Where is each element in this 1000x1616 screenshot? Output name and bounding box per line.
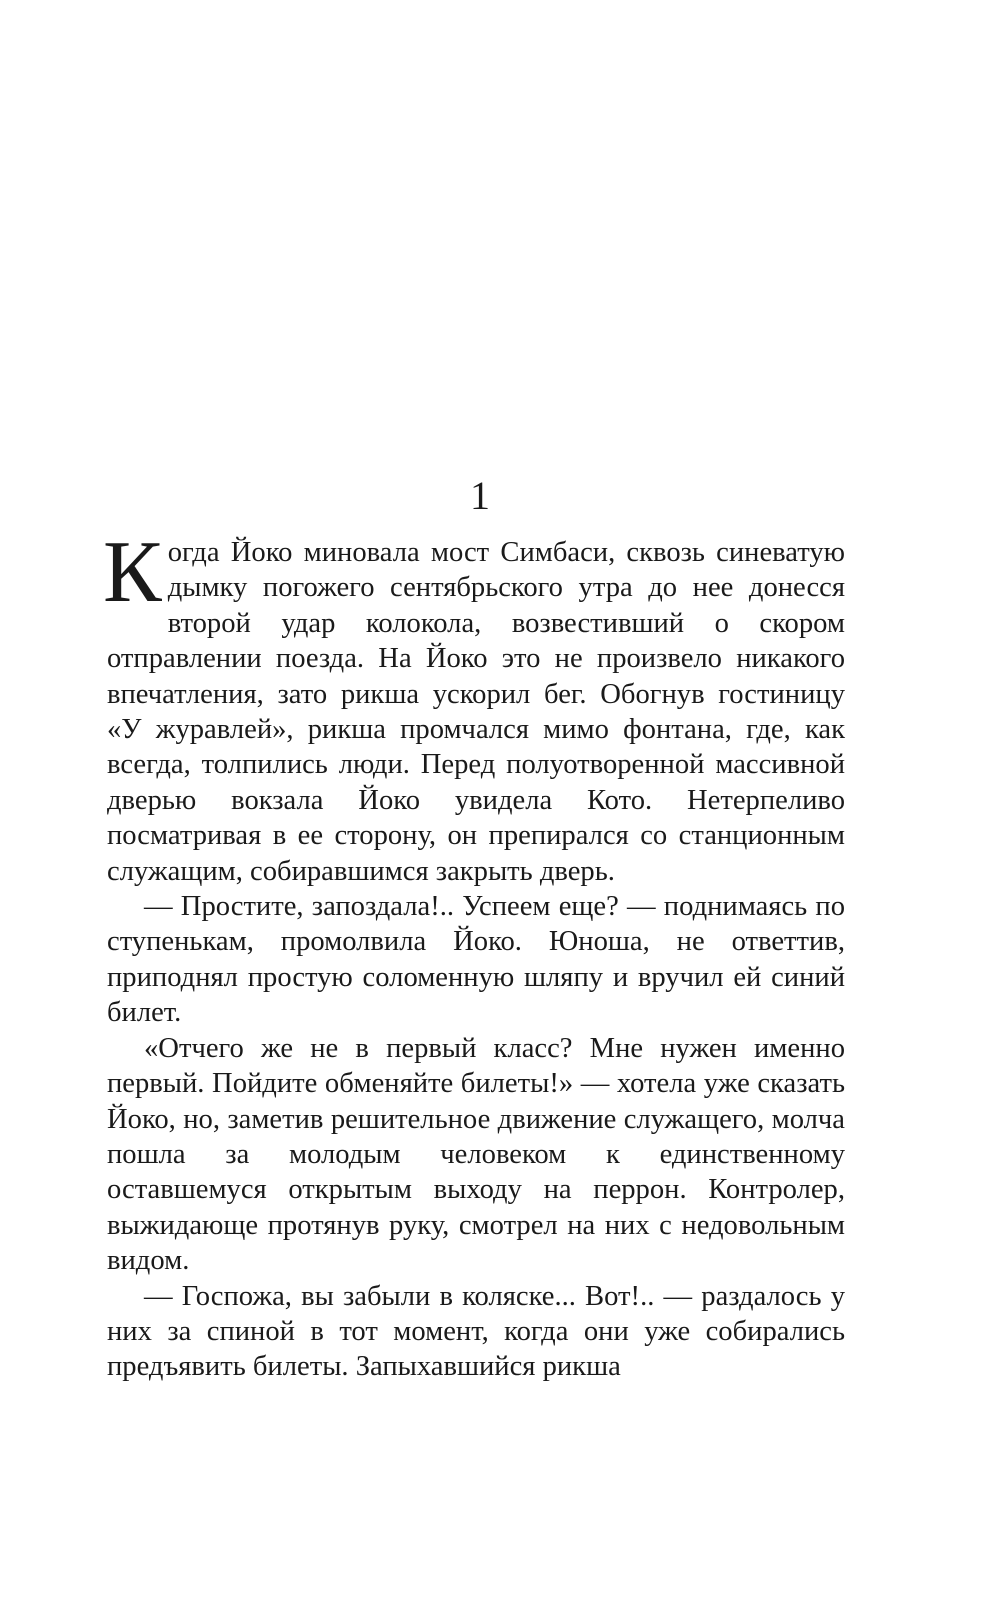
chapter-number: 1 [470, 473, 490, 518]
paragraph-3 [107, 1031, 845, 1279]
paragraph-2 [107, 889, 845, 1031]
paragraph-text: — Госпожа, вы забыли в коляске... Вот!.. — раздалось у них за спиной в тот момент, когда они уже собирались предъявить билеты. Запыхавшийся рикша [107, 1280, 845, 1383]
paragraph-text: «Отчего же не в первый класс? Мне нужен именно первый. Пойдите обменяйте билеты!» — хотела уже сказать Йоко, но, заметив решительное движение служащего, молча пошла за молодым человеком к единственному оставшемуся открытым выходу на перрон. Контролер, выжидающе протянув руку, смотрел на них с недовольным видом. [107, 1032, 845, 1277]
chapter-text [103, 524, 845, 1385]
drop-cap: К [103, 524, 162, 621]
paragraph-text: — Простите, запоздала!.. Успеем еще? — поднимаясь по ступенькам, промолвила Йоко. Юноша, не ответтив, приподнял простую соломенную шляпу и вручил ей синий билет. [107, 891, 845, 1029]
paragraph-text: огда Йоко миновала мост Симбаси, сквозь синеватую дымку погожего сентябрьского утра до нее донесся второй удар колокола, возвестивший о скором отправлении поезда. На Йоко это не произвело никакого впечатления, зато рикша ускорил бег. Обогнув гостиницу «У журавлей», рикша промчался мимо фонтана, где, как всегда, толпились люди. Перед полуотворенной массивной дверью вокзала Йоко увидела Кото. Нетерпеливо посматривая в ее сторону, он препирался со станционным служащим, собиравшимся закрыть дверь. [107, 537, 845, 887]
paragraph-4 [107, 1279, 845, 1385]
paragraph-1 [103, 524, 845, 889]
